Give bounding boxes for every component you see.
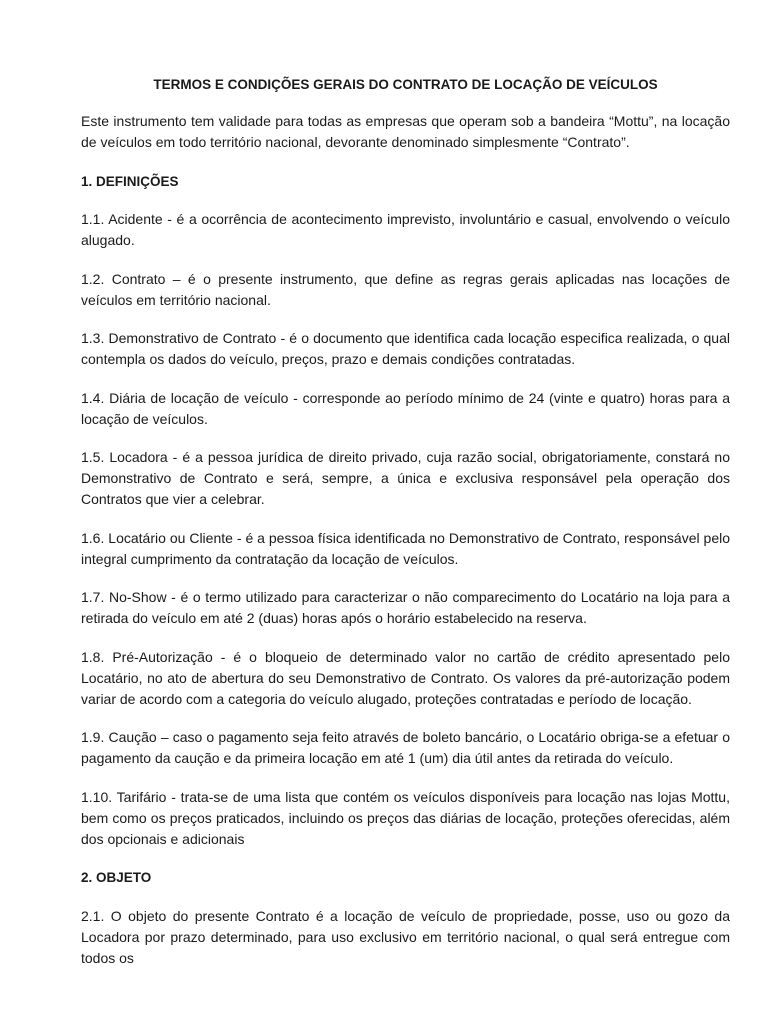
document-title: TERMOS E CONDIÇÕES GERAIS DO CONTRATO DE LOCAÇÃO DE VEÍCULOS [153, 77, 658, 92]
definition-1-6: 1.6. Locatário ou Cliente - é a pessoa física identificada no Demonstrativo de Contrato, responsável pelo integral cumprimento da contratação da locação de veículos. [81, 529, 730, 567]
definition-1-9: 1.9. Caução – caso o pagamento seja feito através de boleto bancário, o Locatário obriga-se a efetuar o pagamento da caução e da primeira locação em até 1 (um) dia útil antes da retirada do veículo. [81, 729, 730, 766]
definition-1-8: 1.8. Pré-Autorização - é o bloqueio de determinado valor no cartão de crédito apresentado pelo Locatário, no ato de abertura do seu Demonstrativo de Contrato. Os valores da pré-autorização podem variar de acordo com a categoria do veículo alugado, proteções contratadas e período de locação. [81, 648, 730, 707]
section-heading-definicoes: 1. DEFINIÇÕES [81, 173, 179, 189]
definition-1-10: 1.10. Tarifário - trata-se de uma lista que contém os veículos disponíveis para locação nas lojas Mottu, bem como os preços praticados, incluindo os preços das diárias de locação, proteções oferecidas, além dos opcionais e adicionais [81, 788, 730, 847]
definition-1-1: 1.1. Acidente - é a ocorrência de acontecimento imprevisto, involuntário e casual, envolvendo o veículo alugado. [81, 211, 730, 248]
section-heading-objeto: 2. OBJETO [81, 870, 152, 885]
objeto-2-1: 2.1. O objeto do presente Contrato é a locação de veículo de propriedade, posse, uso ou gozo da Locadora por prazo determinado, para uso exclusivo em território nacional, o qual será entregue com todos os [81, 907, 730, 966]
definition-1-3: 1.3. Demonstrativo de Contrato - é o documento que identifica cada locação especifica realizada, o qual contempla os dados do veículo, preços, prazo e demais condições contratadas. [81, 330, 730, 367]
definition-1-2: 1.2. Contrato – é o presente instrumento, que define as regras gerais aplicadas nas locações de veículos em território nacional. [81, 270, 730, 308]
document-body [81, 74, 730, 986]
definition-1-5: 1.5. Locadora - é a pessoa jurídica de direito privado, cuja razão social, obrigatoriamente, constará no Demonstrativo de Contrato e será, sempre, a única e exclusiva responsável pela operação dos Contratos que vier a celebrar. [81, 449, 730, 507]
definition-1-4: 1.4. Diária de locação de veículo - corresponde ao período mínimo de 24 (vinte e quatro) horas para a locação de veículos. [81, 389, 730, 427]
definition-1-7: 1.7. No-Show - é o termo utilizado para caracterizar o não comparecimento do Locatário na loja para a retirada do veículo em até 2 (duas) horas após o horário estabelecido na reserva. [81, 589, 730, 626]
intro-paragraph: Este instrumento tem validade para todas as empresas que operam sob a bandeira “Mottu”, na locação de veículos em todo território nacional, devorante denominado simplesmente “Contrato”. [81, 113, 730, 150]
